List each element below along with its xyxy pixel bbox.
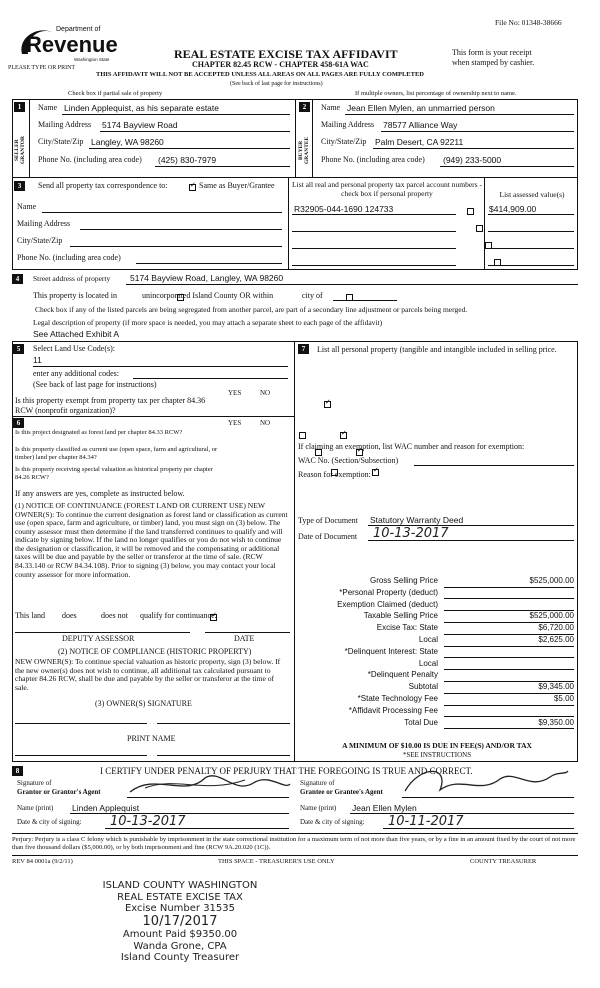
forest-question: Is this project designated as forest land per chapter 84.33 RCW? <box>15 429 183 436</box>
fee-line <box>444 657 574 658</box>
see-back: (See back of last page for instructions) <box>230 81 323 87</box>
section-number: 6 <box>13 418 24 428</box>
label: Date & city of signing: <box>17 818 82 826</box>
grantor-date-field[interactable]: 10-13-2017 <box>110 814 186 829</box>
grantor-name-field[interactable]: Linden Applequist <box>72 803 140 813</box>
wac-label: WAC No. (Section/Subsection) <box>298 456 399 465</box>
land-use-code-field[interactable]: 11 <box>33 355 42 365</box>
perjury-notice: Perjury: Perjury is a class C felony which is punishable by imprisonment in the state correctional institution for a maximum term of not more than five years, or by a fine in an amount fixed by the court of not more than five thousand dollars ($5,000.00), or by both imprisonment and fine (RCW 9A.20.020 (1C)). <box>12 836 576 852</box>
treasurer-use-label: THIS SPACE - TREASURER'S USE ONLY <box>218 858 335 865</box>
form-title: REAL ESTATE EXCISE TAX AFFIDAVIT <box>174 47 398 61</box>
label: Mailing Address <box>38 120 92 129</box>
date-line[interactable] <box>205 632 290 633</box>
deputy-assessor-line[interactable] <box>15 632 190 633</box>
buyer-address-field[interactable]: 78577 Alliance Way <box>383 120 458 130</box>
label: Signature of <box>300 779 335 787</box>
does-option[interactable]: does <box>62 611 77 620</box>
label: enter any additional codes: <box>33 369 119 378</box>
additional-codes-field[interactable] <box>133 378 288 379</box>
section-number: 1 <box>14 102 25 112</box>
fee-value[interactable]: $525,000.00 <box>529 576 574 585</box>
grantor-signature-icon <box>125 770 295 800</box>
corr-city-field[interactable] <box>70 246 282 247</box>
label: Phone No. (including area code) <box>38 155 142 164</box>
print-name-line[interactable] <box>15 755 147 756</box>
parcel-header: List all real and personal property tax parcel account numbers - check box if personal property <box>292 180 482 198</box>
if-yes-note: If any answers are yes, complete as instructed below. <box>15 489 185 498</box>
label: City/State/Zip <box>38 137 84 146</box>
print-name-line[interactable] <box>157 755 290 756</box>
form-chapter: CHAPTER 82.45 RCW - CHAPTER 458-61A WAC <box>192 60 369 69</box>
label: Phone No. (including area code) <box>17 253 121 262</box>
yes-header: YES <box>228 389 242 397</box>
fee-line <box>444 669 574 670</box>
buyer-side-label: BUYER GRANTEE <box>298 136 311 164</box>
forest-no-checkbox[interactable] <box>340 432 347 439</box>
label: (See back of last page for instructions) <box>33 380 157 389</box>
file-number: File No: 01348-38666 <box>495 18 562 27</box>
reason-label: Reason for exemption: <box>298 470 371 479</box>
forest-yes-checkbox[interactable] <box>299 432 306 439</box>
owner-signature-label: (3) OWNER(S) SIGNATURE <box>95 699 192 708</box>
fee-value[interactable]: $2,625.00 <box>538 635 574 644</box>
stamp-treasurer-title: Island County Treasurer <box>120 952 240 964</box>
buyer-name-field[interactable]: Jean Ellen Mylen, an unmarried person <box>347 103 495 113</box>
county-treasurer-label: COUNTY TREASURER <box>470 858 537 865</box>
exempt-no-checkbox[interactable] <box>324 401 331 408</box>
section-number: 8 <box>12 766 23 776</box>
certify-statement: I CERTIFY UNDER PENALTY OF PERJURY THAT THE FOREGOING IS TRUE AND CORRECT. <box>100 766 473 776</box>
legal-description[interactable]: See Attached Exhibit A <box>33 329 120 339</box>
legal-label: Legal description of property (if more space is needed, you may attach a separate sheet to each page of the affidavit) <box>33 318 383 327</box>
section-number: 5 <box>13 344 24 354</box>
segregated-note: Check box if any of the listed parcels are being segregated from another parcel, are part of a secondary line adjustment or parcels being merged. <box>35 305 468 314</box>
assessed-value[interactable]: $414,909.00 <box>489 204 537 214</box>
label: City/State/Zip <box>321 137 367 146</box>
fee-label: Taxable Selling Price <box>363 611 438 621</box>
same-as-buyer-label: Same as Buyer/Grantee <box>199 181 275 190</box>
section-number: 4 <box>12 274 23 284</box>
personal-property-checkbox[interactable] <box>467 208 474 215</box>
compliance-notice: NEW OWNER(S): To continue special valuation as historic property, sign (3) below. If the new owner(s) does not wish to continue, all additional tax calculated pursuant to chapter 84.26 RCW, shall be due and payable by the seller or transferor at the time of sale. <box>15 657 281 693</box>
yes-header: YES <box>228 419 242 427</box>
fee-line <box>444 646 574 647</box>
fee-label: Excise Tax: State <box>376 623 438 633</box>
fee-label: Local <box>418 635 438 644</box>
receipt-note: This form is your receipt <box>452 48 532 57</box>
send-correspondence-label: Send all property tax correspondence to: <box>38 181 168 190</box>
stamp-amount: Amount Paid $9350.00 <box>122 929 238 941</box>
stamp-treasurer-name: Wanda Grone, CPA <box>133 940 227 952</box>
treasurer-stamp <box>100 880 260 964</box>
multiple-owners-note: If multiple owners, list percentage of ownership next to name. <box>355 90 517 97</box>
wac-field[interactable] <box>414 465 574 466</box>
seller-city-field[interactable]: Langley, WA 98260 <box>91 137 164 147</box>
warning: THIS AFFIDAVIT WILL NOT BE ACCEPTED UNLESS ALL AREAS ON ALL PAGES ARE FULLY COMPLETED <box>96 71 424 78</box>
fee-label: *Delinquent Penalty <box>367 670 438 680</box>
fee-value[interactable]: $9,345.00 <box>538 682 574 692</box>
historic-question: Is this property receiving special valuation as historical property per chapter 84.26 RCW? <box>15 466 213 482</box>
fee-label: Subtotal <box>408 682 438 692</box>
label: Name <box>38 103 58 112</box>
city-field[interactable] <box>333 300 397 301</box>
print-name-label: PRINT NAME <box>127 734 176 743</box>
fee-line <box>444 587 574 588</box>
label: city of <box>302 291 323 300</box>
fee-label: Total Due <box>404 717 438 727</box>
land-use-label: Select Land Use Code(s): <box>33 344 115 353</box>
seller-address-field[interactable]: 5174 Bayview Road <box>102 120 178 130</box>
logo-state: Washington State <box>74 57 110 62</box>
fee-label: Exemption Claimed (deduct) <box>337 599 438 609</box>
label: Grantee or Grantee's Agent <box>300 788 383 796</box>
owner-signature-line[interactable] <box>15 723 147 724</box>
buyer-phone-field[interactable]: (949) 233-5000 <box>443 155 502 165</box>
fee-label: Gross Selling Price <box>369 576 438 585</box>
doc-type-label: Type of Document <box>298 516 358 525</box>
label: Name <box>17 202 37 211</box>
does-not-option[interactable]: does not <box>101 611 128 620</box>
compliance-title: (2) NOTICE OF COMPLIANCE (HISTORIC PROPERTY) <box>58 647 252 656</box>
label: Grantor or Grantor's Agent <box>17 788 101 796</box>
grantee-name-field[interactable]: Jean Ellen Mylen <box>352 803 417 813</box>
street-address-field[interactable]: 5174 Bayview Road, Langley, WA 98260 <box>130 273 284 283</box>
see-instructions: *SEE INSTRUCTIONS <box>402 751 472 759</box>
personal-property-checkbox[interactable] <box>476 225 483 232</box>
current-use-question: Is this property classified as current use (open space, farm and agricultural, or timber) land per chapter 84.34? <box>15 446 218 462</box>
owner-signature-line[interactable] <box>157 723 290 724</box>
continuance-notice: (1) NOTICE OF CONTINUANCE (FOREST LAND OR CURRENT USE) NEW OWNER(S): To continue the current designation as forest land or classification as current use (open space, farm and agriculture, or timber) land, you must sign on (3) below. The county assessor must then determine if the land transferred continues to qualify and will indicate by signing below. If the land no longer qualifies or you do not wish to continue the designation or classification, it will be removed and the compensating or additional taxes will be due and payable by the seller or transferor at the time of sale. (RCW 84.33.140 or RCW 84.34.108). Prior to signing (3) below, you may contact your local county assessor for more information. <box>15 501 288 579</box>
label: Date & city of signing: <box>300 818 365 826</box>
logo-revenue: Revenue <box>26 32 118 57</box>
fee-label: *Personal Property (deduct) <box>339 587 438 597</box>
label: Name <box>321 103 341 112</box>
label: Name (print) <box>17 804 54 812</box>
corr-phone-field[interactable] <box>136 263 282 264</box>
receipt-note-2: when stamped by cashier. <box>452 58 535 67</box>
please-type: PLEASE TYPE OR PRINT <box>8 65 76 71</box>
label: City/State/Zip <box>17 236 63 245</box>
logo-dept: Department of <box>56 26 101 33</box>
partial-sale-note: Check box if partial sale of property <box>68 90 163 97</box>
section-number: 2 <box>299 102 310 112</box>
street-label: Street address of property <box>33 274 111 283</box>
minimum-note: A MINIMUM OF $10.00 IS DUE IN FEE(S) AND/OR TAX <box>342 741 532 750</box>
buyer-city-field[interactable]: Palm Desert, CA 92211 <box>375 137 464 147</box>
fee-line <box>444 728 574 729</box>
grantee-date-field[interactable]: 10-11-2017 <box>388 814 464 829</box>
stamp-date: 10/17/2017 <box>142 913 218 929</box>
fee-label: *State Technology Fee <box>357 694 438 703</box>
label: unincorporated Island County OR within <box>142 291 274 300</box>
label: Phone No. (including area code) <box>321 155 425 164</box>
parcel-number[interactable]: R32905-044-1690 124733 <box>294 204 394 214</box>
section-number: 3 <box>14 181 25 191</box>
fee-value[interactable]: $6,720.00 <box>538 623 574 633</box>
date-label: DATE <box>234 634 255 643</box>
fee-value[interactable]: $9,350.00 <box>538 717 574 727</box>
fee-value[interactable]: $5.00 <box>553 694 574 703</box>
stamp-line: REAL ESTATE EXCISE TAX <box>117 891 243 903</box>
personal-property-label: List all personal property (tangible and intangible included in selling price. <box>317 345 557 354</box>
label: This property is located in <box>33 291 117 300</box>
label: Mailing Address <box>17 219 71 228</box>
seller-phone-field[interactable]: (425) 830-7979 <box>158 155 217 165</box>
personal-property-checkbox[interactable] <box>485 242 492 249</box>
doc-type-field[interactable]: Statutory Warranty Deed <box>370 515 464 525</box>
historic-no-checkbox[interactable] <box>372 469 379 476</box>
exemption-label: If claiming an exemption, list WAC number and reason for exemption: <box>298 442 525 451</box>
form-revision: REV 84 0001a (9/2/11) <box>12 858 73 865</box>
fee-line <box>444 598 574 599</box>
seller-name-field[interactable]: Linden Applequist, as his separate estate <box>64 103 219 113</box>
fee-label: *Delinquent Interest: State <box>344 646 438 656</box>
section-number: 7 <box>298 344 309 354</box>
grantee-signature-icon <box>400 765 570 799</box>
personal-property-checkbox[interactable] <box>494 259 501 266</box>
doc-date-field[interactable]: 10-13-2017 <box>373 526 449 541</box>
deputy-assessor-label: DEPUTY ASSESSOR <box>62 634 135 643</box>
stamp-line: ISLAND COUNTY WASHINGTON <box>102 880 258 891</box>
label: This land <box>15 611 45 620</box>
seller-side-label: SELLER GRANTOR <box>14 136 27 165</box>
corr-address-field[interactable] <box>80 229 282 230</box>
corr-name-field[interactable] <box>42 212 282 213</box>
same-as-buyer-checkbox[interactable] <box>189 184 196 191</box>
label: Mailing Address <box>321 120 375 129</box>
fee-line <box>444 705 574 706</box>
no-header: NO <box>260 389 271 397</box>
assessed-header: List assessed value(s) <box>499 190 565 199</box>
stamp-excise-number: Excise Number 31535 <box>124 903 236 914</box>
label: Signature of <box>17 779 52 787</box>
label: Name (print) <box>300 804 337 812</box>
fee-label: Local <box>418 658 438 668</box>
fee-value[interactable]: $525,000.00 <box>529 611 574 621</box>
label: qualify for continuance. <box>140 611 217 620</box>
exempt-question: Is this property exempt from property tax per chapter 84.36 RCW (nonprofit organization)? <box>15 396 206 415</box>
fee-label: *Affidavit Processing Fee <box>348 705 438 715</box>
doc-date-label: Date of Document <box>298 532 358 541</box>
no-header: NO <box>260 419 271 427</box>
